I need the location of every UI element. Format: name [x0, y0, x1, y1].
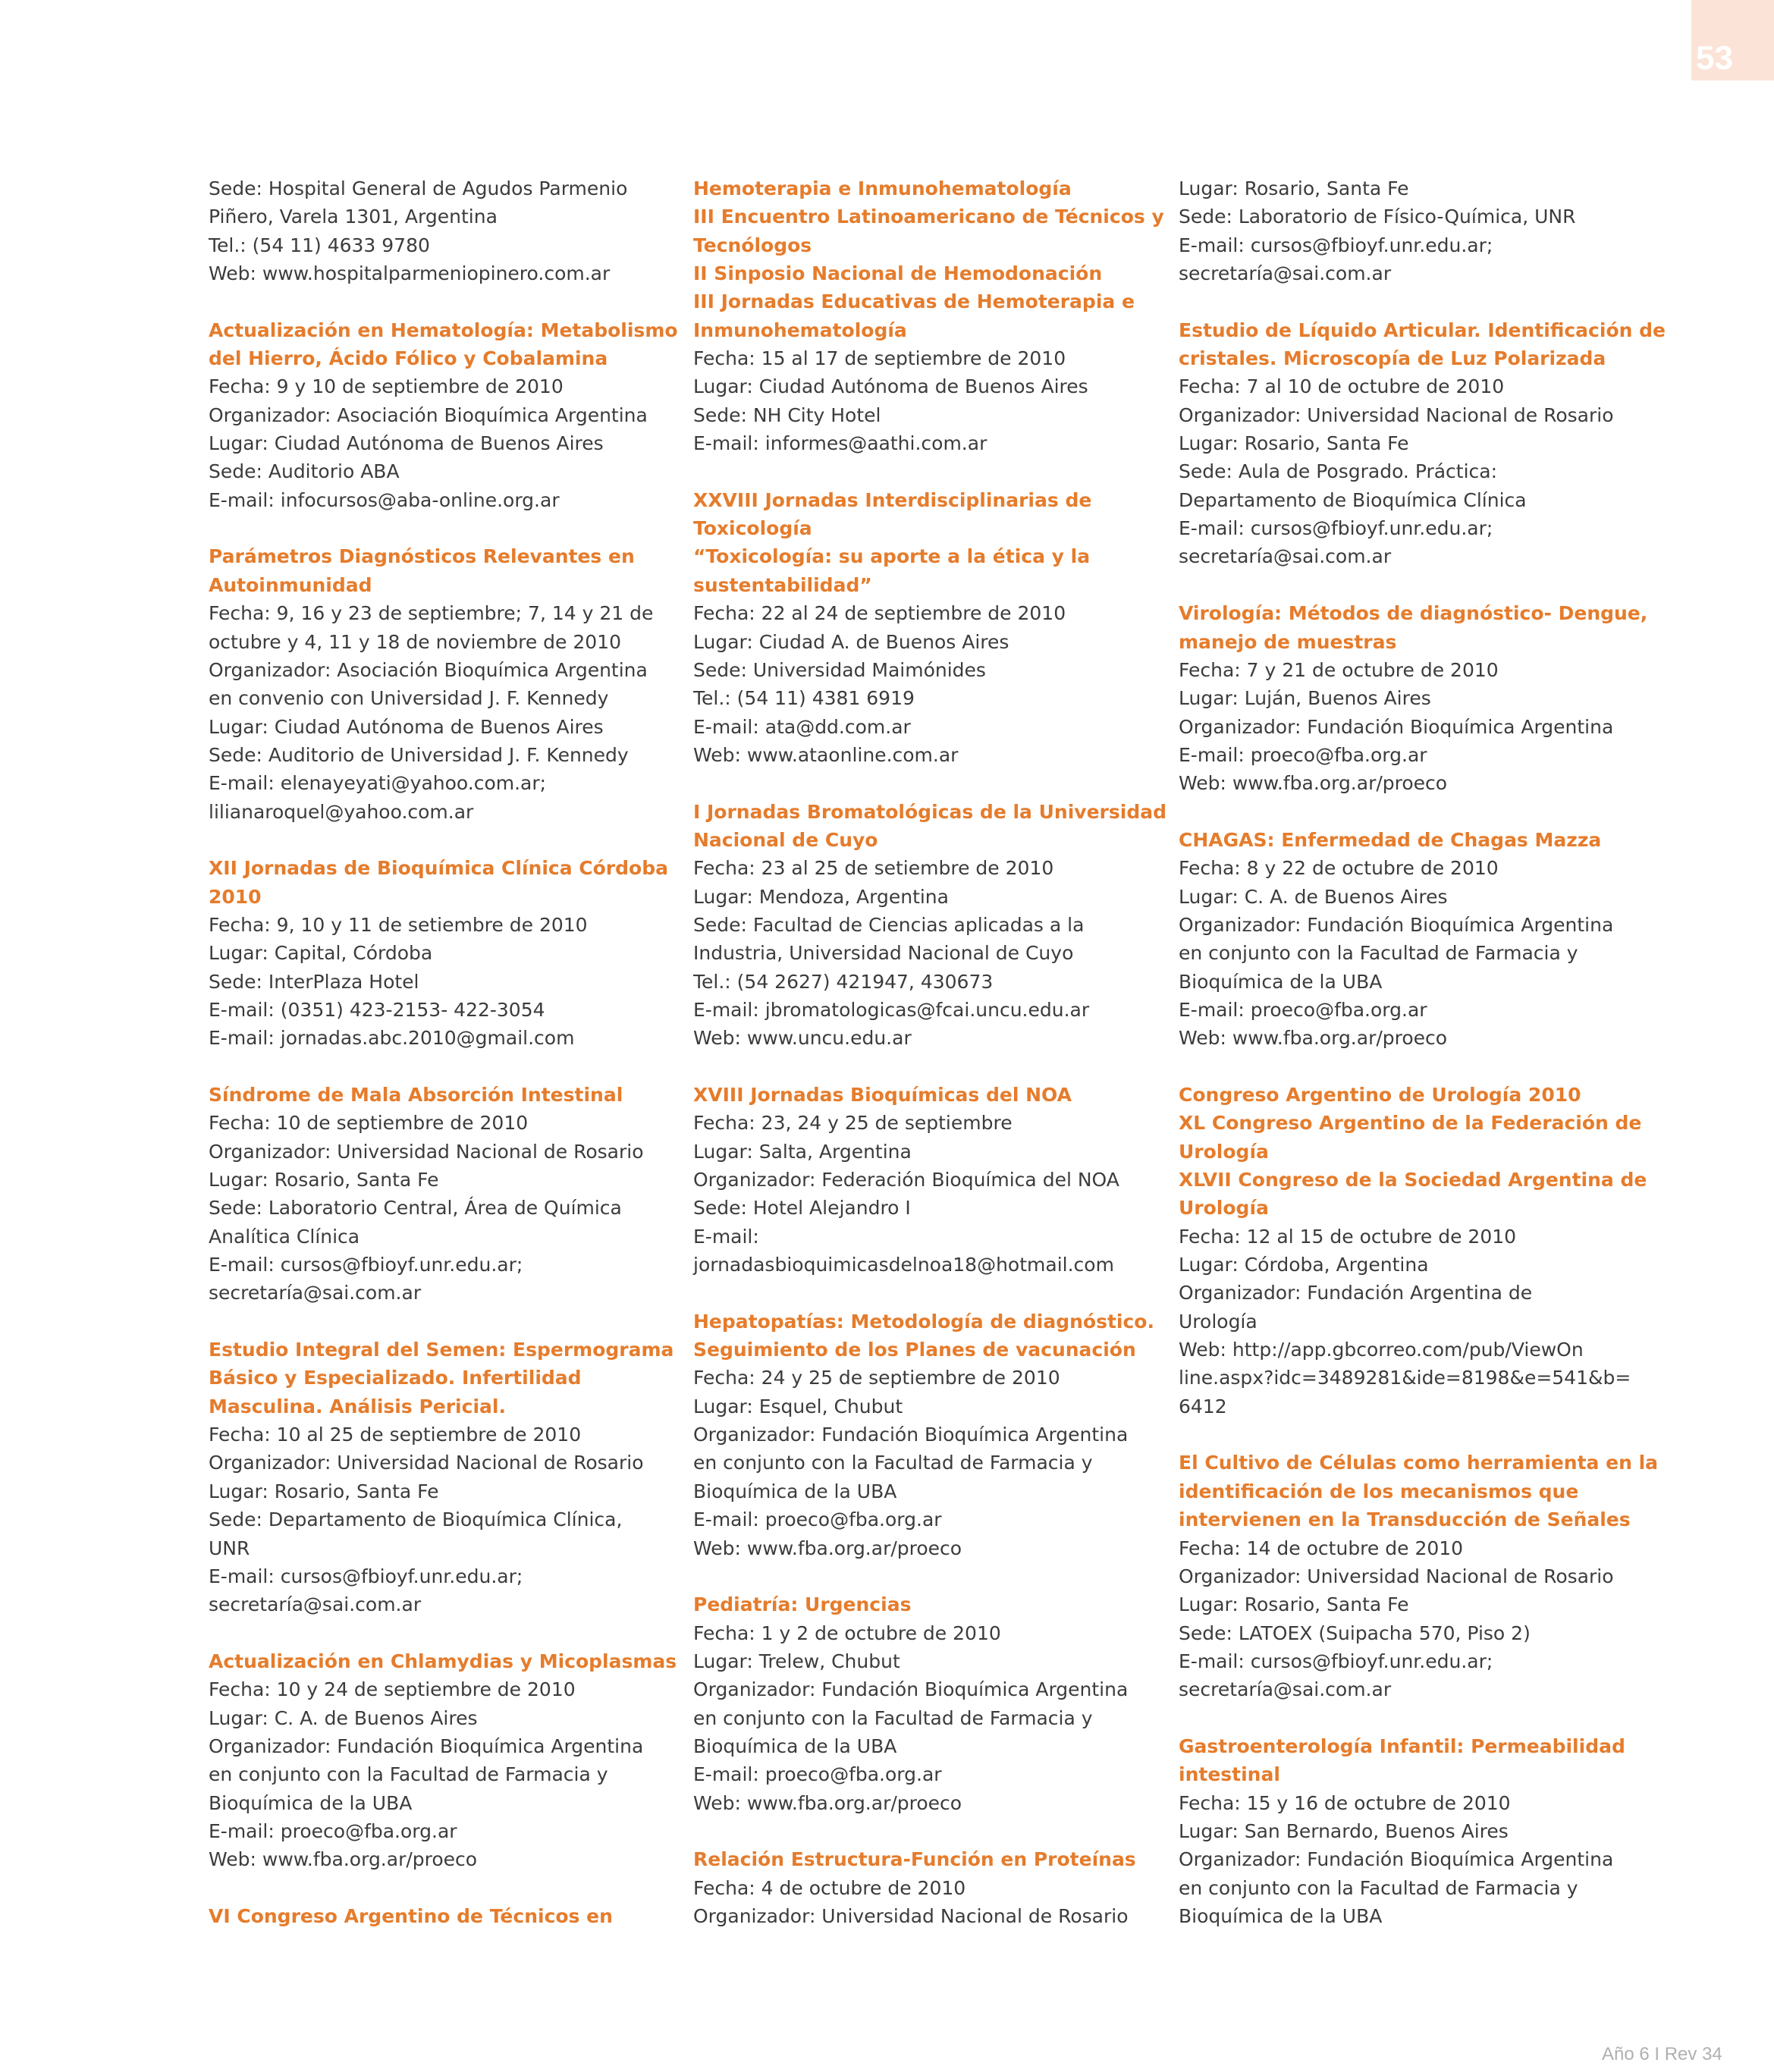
event-title-line: Actualización en Chlamydias y Micoplasmas	[209, 1650, 677, 1672]
event-detail-line: en conjunto con la Facultad de Farmacia y	[209, 1763, 608, 1786]
event-detail-line: Fecha: 10 y 24 de septiembre de 2010	[209, 1678, 576, 1701]
event-detail-line: Sede: Hotel Alejandro I	[693, 1197, 911, 1220]
event-detail-line: Lugar: Mendoza, Argentina	[693, 885, 949, 908]
event-title-line: cristales. Microscopía de Luz Polarizada	[1179, 347, 1606, 370]
event-entry	[693, 1590, 1156, 1817]
event-detail-line: Organizador: Universidad Nacional de Rosario	[1179, 1565, 1614, 1587]
event-title-line: “Toxicología: su aporte a la ética y la	[693, 545, 1091, 568]
event-title-line: Síndrome de Mala Absorción Intestinal	[209, 1084, 623, 1106]
event-detail-line: Lugar: Rosario, Santa Fe	[1179, 1593, 1409, 1616]
event-detail-line: E-mail: elenayeyati@yahoo.com.ar;	[209, 772, 547, 795]
event-entry	[209, 174, 671, 287]
event-detail-line: secretaría@sai.com.ar	[1179, 1678, 1392, 1701]
event-detail-line: Lugar: Ciudad Autónoma de Buenos Aires	[693, 375, 1088, 398]
event-detail-line: Lugar: C. A. de Buenos Aires	[1179, 885, 1448, 908]
event-title-line: CHAGAS: Enfermedad de Chagas Mazza	[1179, 828, 1602, 851]
event-detail-line: Organizador: Asociación Bioquímica Argentina	[209, 658, 648, 681]
event-title-line: Gastroenterología Infantil: Permeabilidad	[1179, 1735, 1625, 1757]
event-detail-line: Lugar: Luján, Buenos Aires	[1179, 687, 1431, 710]
event-entry	[209, 1647, 677, 1874]
event-detail-line: E-mail:	[693, 1225, 759, 1248]
event-entry	[209, 1336, 674, 1618]
event-detail-line: secretaría@sai.com.ar	[1179, 545, 1392, 568]
page-number: 53	[1696, 39, 1733, 77]
event-title-line: El Cultivo de Células como herramienta en la	[1179, 1452, 1659, 1474]
event-detail-line: Web: www.fba.org.ar/proeco	[693, 1791, 962, 1814]
event-detail-line: secretaría@sai.com.ar	[209, 1593, 422, 1616]
event-detail-line: Web: www.fba.org.ar/proeco	[1179, 772, 1448, 795]
issue-footer: Año 6 I Rev 34	[1602, 2044, 1722, 2064]
event-detail-line: Sede: Auditorio ABA	[209, 460, 400, 483]
event-detail-line: E-mail: jornadas.abc.2010@gmail.com	[209, 1027, 575, 1050]
event-detail-line: Fecha: 4 de octubre de 2010	[693, 1876, 966, 1899]
event-detail-line: Lugar: Rosario, Santa Fe	[209, 1480, 439, 1502]
event-title-line: Hepatopatías: Metodología de diagnóstico.	[693, 1310, 1154, 1333]
event-detail-line: Lugar: Ciudad Autónoma de Buenos Aires	[209, 432, 604, 455]
event-detail-line: E-mail: proeco@fba.org.ar	[209, 1819, 457, 1842]
event-detail-line: 6412	[1179, 1395, 1227, 1417]
event-detail-line: Lugar: Esquel, Chubut	[693, 1395, 903, 1417]
event-entry	[693, 798, 1166, 1053]
event-title-line: Congreso Argentino de Urología 2010	[1179, 1084, 1581, 1106]
event-detail-line: en conjunto con la Facultad de Farmacia y	[693, 1452, 1093, 1474]
event-detail-line: E-mail: proeco@fba.org.ar	[1179, 743, 1427, 766]
event-detail-line: Web: www.ataonline.com.ar	[693, 743, 959, 766]
event-detail-line: E-mail: ata@dd.com.ar	[693, 715, 911, 738]
event-detail-line: Fecha: 10 de septiembre de 2010	[209, 1112, 529, 1135]
event-detail-line: Fecha: 12 al 15 de octubre de 2010	[1179, 1225, 1517, 1248]
event-detail-line: Lugar: Rosario, Santa Fe	[209, 1169, 439, 1191]
event-detail-line: Organizador: Federación Bioquímica del NOA	[693, 1169, 1119, 1191]
event-detail-line: Tel.: (54 11) 4381 6919	[693, 687, 915, 710]
event-detail-line: Sede: Departamento de Bioquímica Clínica,	[209, 1508, 623, 1531]
event-entry	[209, 1081, 671, 1308]
event-detail-line: E-mail: cursos@fbioyf.unr.edu.ar;	[1179, 234, 1493, 256]
event-title-line: Básico y Especializado. Infertilidad	[209, 1367, 582, 1389]
event-detail-line: Web: www.fba.org.ar/proeco	[693, 1537, 962, 1559]
event-title-line: Urología	[1179, 1197, 1269, 1220]
event-title-line: XL Congreso Argentino de la Federación de	[1179, 1112, 1642, 1135]
event-title-line: Toxicología	[693, 517, 812, 540]
event-detail-line: en conjunto con la Facultad de Farmacia y	[1179, 942, 1578, 965]
event-detail-line: Lugar: Salta, Argentina	[693, 1140, 912, 1163]
event-detail-line: Bioquímica de la UBA	[1179, 970, 1383, 993]
event-detail-line: E-mail: cursos@fbioyf.unr.edu.ar;	[209, 1254, 523, 1276]
event-detail-line: Piñero, Varela 1301, Argentina	[209, 206, 498, 228]
event-title-line: Estudio de Líquido Articular. Identificación de	[1179, 319, 1666, 341]
event-title-line: Autoinmunidad	[209, 573, 372, 596]
event-entry	[693, 486, 1156, 769]
event-title-line: III Encuentro Latinoamericano de Técnicos y	[693, 206, 1164, 228]
event-detail-line: Sede: Aula de Posgrado. Práctica:	[1179, 460, 1498, 483]
event-detail-line: Organizador: Universidad Nacional de Rosario	[1179, 403, 1614, 426]
event-detail-line: lilianaroquel@yahoo.com.ar	[209, 800, 474, 823]
event-entry	[209, 1902, 671, 1930]
event-detail-line: Bioquímica de la UBA	[1179, 1904, 1383, 1927]
event-detail-line: E-mail: proeco@fba.org.ar	[1179, 998, 1427, 1021]
event-detail-line: Fecha: 8 y 22 de octubre de 2010	[1179, 857, 1499, 880]
event-detail-line: Sede: Auditorio de Universidad J. F. Kennedy	[209, 743, 629, 766]
event-entry	[1179, 316, 1666, 571]
event-detail-line: Organizador: Universidad Nacional de Rosario	[693, 1904, 1129, 1927]
event-detail-line: Fecha: 7 y 21 de octubre de 2010	[1179, 658, 1499, 681]
event-detail-line: Lugar: C. A. de Buenos Aires	[209, 1706, 478, 1729]
event-detail-line: E-mail: cursos@fbioyf.unr.edu.ar;	[1179, 517, 1493, 540]
event-title-line: I Jornadas Bromatológicas de la Universidad	[693, 800, 1166, 823]
event-detail-line: Fecha: 15 al 17 de septiembre de 2010	[693, 347, 1066, 370]
event-detail-line: Sede: Hospital General de Agudos Parmenio	[209, 177, 628, 199]
event-title-line: XLVII Congreso de la Sociedad Argentina de	[1179, 1169, 1647, 1191]
event-title-line: identificación de los mecanismos que	[1179, 1480, 1579, 1502]
event-detail-line: Organizador: Universidad Nacional de Rosario	[209, 1452, 644, 1474]
event-detail-line: Sede: NH City Hotel	[693, 403, 881, 426]
event-detail-line: Web: www.hospitalparmeniopinero.com.ar	[209, 262, 611, 285]
event-entry	[209, 854, 671, 1052]
event-detail-line: secretaría@sai.com.ar	[1179, 262, 1392, 285]
event-detail-line: Web: www.fba.org.ar/proeco	[209, 1848, 478, 1871]
event-entry	[693, 1081, 1156, 1279]
event-detail-line: E-mail: infocursos@aba-online.org.ar	[209, 488, 560, 511]
event-detail-line: Sede: InterPlaza Hotel	[209, 970, 419, 993]
event-title-line: intestinal	[1179, 1763, 1280, 1786]
event-title-line: sustentabilidad”	[693, 573, 872, 596]
event-detail-line: Organizador: Fundación Bioquímica Argentina	[1179, 1848, 1614, 1871]
event-detail-line: Lugar: Ciudad Autónoma de Buenos Aires	[209, 715, 604, 738]
event-detail-line: Organizador: Fundación Bioquímica Argentina	[1179, 913, 1614, 936]
event-entry	[1179, 826, 1641, 1053]
event-title-line: Masculina. Análisis Pericial.	[209, 1395, 506, 1417]
event-detail-line: octubre y 4, 11 y 18 de noviembre de 2010	[209, 630, 621, 653]
event-detail-line: Organizador: Fundación Argentina de	[1179, 1282, 1533, 1304]
event-detail-line: Fecha: 9 y 10 de septiembre de 2010	[209, 375, 564, 398]
event-entry	[1179, 1732, 1641, 1930]
event-title-line: Urología	[1179, 1140, 1269, 1163]
event-title-line: III Jornadas Educativas de Hemoterapia e	[693, 290, 1135, 313]
event-detail-line: E-mail: (0351) 423-2153- 422-3054	[209, 998, 545, 1021]
event-detail-line: Web: www.fba.org.ar/proeco	[1179, 1027, 1448, 1050]
event-detail-line: Fecha: 15 y 16 de octubre de 2010	[1179, 1791, 1511, 1814]
event-detail-line: Organizador: Fundación Bioquímica Argentina	[209, 1735, 644, 1757]
event-detail-line: Urología	[1179, 1310, 1257, 1333]
event-entry	[693, 1845, 1156, 1930]
event-detail-line: en convenio con Universidad J. F. Kennedy	[209, 687, 609, 710]
event-detail-line: E-mail: informes@aathi.com.ar	[693, 432, 987, 455]
event-detail-line: Fecha: 14 de octubre de 2010	[1179, 1537, 1464, 1559]
event-detail-line: Lugar: San Bernardo, Buenos Aires	[1179, 1819, 1509, 1842]
event-title-line: Relación Estructura-Función en Proteínas	[693, 1848, 1136, 1871]
event-detail-line: Fecha: 23 al 25 de setiembre de 2010	[693, 857, 1054, 880]
event-detail-line: Fecha: 24 y 25 de septiembre de 2010	[693, 1367, 1060, 1389]
event-entry	[1179, 599, 1648, 797]
event-detail-line: Fecha: 9, 10 y 11 de setiembre de 2010	[209, 913, 588, 936]
event-title-line: XXVIII Jornadas Interdisciplinarias de	[693, 488, 1092, 511]
event-detail-line: Tel.: (54 11) 4633 9780	[209, 234, 430, 256]
event-detail-line: Fecha: 1 y 2 de octubre de 2010	[693, 1621, 1001, 1644]
event-detail-line: Web: www.uncu.edu.ar	[693, 1027, 912, 1050]
event-detail-line: Lugar: Córdoba, Argentina	[1179, 1254, 1429, 1276]
event-detail-line: Organizador: Fundación Bioquímica Argentina	[693, 1678, 1129, 1701]
event-detail-line: Bioquímica de la UBA	[693, 1735, 897, 1757]
event-detail-line: Industria, Universidad Nacional de Cuyo	[693, 942, 1074, 965]
event-entry	[1179, 1449, 1659, 1703]
event-title-line: Parámetros Diagnósticos Relevantes en	[209, 545, 635, 568]
event-detail-line: Fecha: 10 al 25 de septiembre de 2010	[209, 1424, 582, 1446]
event-detail-line: E-mail: cursos@fbioyf.unr.edu.ar;	[1179, 1650, 1493, 1672]
event-title-line: II Sinposio Nacional de Hemodonación	[693, 262, 1103, 285]
event-detail-line: E-mail: proeco@fba.org.ar	[693, 1508, 942, 1531]
event-title-line: manejo de muestras	[1179, 630, 1397, 653]
event-detail-line: Lugar: Trelew, Chubut	[693, 1650, 900, 1672]
event-detail-line: Departamento de Bioquímica Clínica	[1179, 488, 1527, 511]
event-detail-line: Web: http://app.gbcorreo.com/pub/ViewOn	[1179, 1339, 1584, 1361]
event-detail-line: Organizador: Fundación Bioquímica Argentina	[1179, 715, 1614, 738]
event-title-line: Tecnólogos	[693, 234, 812, 256]
event-title-line: XVIII Jornadas Bioquímicas del NOA	[693, 1084, 1072, 1106]
event-detail-line: Fecha: 7 al 10 de octubre de 2010	[1179, 375, 1505, 398]
event-detail-line: secretaría@sai.com.ar	[209, 1282, 422, 1304]
event-title-line: Virología: Métodos de diagnóstico- Dengue,	[1179, 602, 1648, 625]
event-detail-line: Organizador: Fundación Bioquímica Argentina	[693, 1424, 1129, 1446]
event-entry	[693, 1308, 1156, 1562]
event-title-line: del Hierro, Ácido Fólico y Cobalamina	[209, 347, 608, 370]
event-detail-line: en conjunto con la Facultad de Farmacia y	[1179, 1876, 1578, 1899]
event-detail-line: en conjunto con la Facultad de Farmacia y	[693, 1706, 1093, 1729]
event-title-line: 2010	[209, 885, 262, 908]
event-detail-line: Lugar: Rosario, Santa Fe	[1179, 432, 1409, 455]
event-title-line: Hemoterapia e Inmunohematología	[693, 177, 1072, 199]
event-entry	[209, 316, 678, 514]
event-detail-line: Analítica Clínica	[209, 1225, 360, 1248]
event-title-line: VI Congreso Argentino de Técnicos en	[209, 1904, 613, 1927]
column-1	[209, 174, 678, 1959]
event-title-line: Estudio Integral del Semen: Espermograma	[209, 1339, 674, 1361]
column-3	[1179, 174, 1666, 1959]
event-entry	[693, 174, 1164, 457]
event-title-line: Actualización en Hematología: Metabolismo	[209, 319, 678, 341]
event-detail-line: Sede: Universidad Maimónides	[693, 658, 986, 681]
event-detail-line: Fecha: 9, 16 y 23 de septiembre; 7, 14 y 21 de	[209, 602, 654, 625]
event-entry	[209, 542, 671, 825]
event-title-line: XII Jornadas de Bioquímica Clínica Córdoba	[209, 857, 668, 880]
event-detail-line: UNR	[209, 1537, 250, 1559]
event-detail-line: Organizador: Universidad Nacional de Rosario	[209, 1140, 644, 1163]
event-detail-line: Organizador: Asociación Bioquímica Argentina	[209, 403, 648, 426]
event-title-line: Inmunohematología	[693, 319, 907, 341]
event-title-line: intervienen en la Transducción de Señales	[1179, 1508, 1631, 1531]
event-detail-line: Sede: Facultad de Ciencias aplicadas a la	[693, 913, 1085, 936]
event-detail-line: E-mail: cursos@fbioyf.unr.edu.ar;	[209, 1565, 523, 1587]
event-title-line: Seguimiento de los Planes de vacunación	[693, 1339, 1136, 1361]
event-detail-line: E-mail: jbromatologicas@fcai.uncu.edu.ar	[693, 998, 1090, 1021]
event-detail-line: line.aspx?idc=3489281&ide=8198&e=541&b=	[1179, 1367, 1631, 1389]
event-entry	[1179, 1081, 1647, 1421]
column-2	[693, 174, 1166, 1959]
event-detail-line: Tel.: (54 2627) 421947, 430673	[693, 970, 994, 993]
event-detail-line: Lugar: Rosario, Santa Fe	[1179, 177, 1409, 199]
event-detail-line: Bioquímica de la UBA	[693, 1480, 897, 1502]
event-detail-line: Sede: Laboratorio de Físico-Química, UNR	[1179, 206, 1576, 228]
event-detail-line: jornadasbioquimicasdelnoa18@hotmail.com	[693, 1254, 1114, 1276]
event-title-line: Pediatría: Urgencias	[693, 1593, 912, 1616]
event-title-line: Nacional de Cuyo	[693, 828, 878, 851]
event-detail-line: Fecha: 22 al 24 de septiembre de 2010	[693, 602, 1066, 625]
event-detail-line: Bioquímica de la UBA	[209, 1791, 413, 1814]
event-detail-line: Lugar: Capital, Córdoba	[209, 942, 433, 965]
event-detail-line: Lugar: Ciudad A. de Buenos Aires	[693, 630, 1009, 653]
event-detail-line: Sede: Laboratorio Central, Área de Química	[209, 1197, 622, 1220]
event-detail-line: Sede: LATOEX (Suipacha 570, Piso 2)	[1179, 1621, 1531, 1644]
event-detail-line: Fecha: 23, 24 y 25 de septiembre	[693, 1112, 1013, 1135]
event-detail-line: E-mail: proeco@fba.org.ar	[693, 1763, 942, 1786]
event-entry	[1179, 174, 1641, 287]
